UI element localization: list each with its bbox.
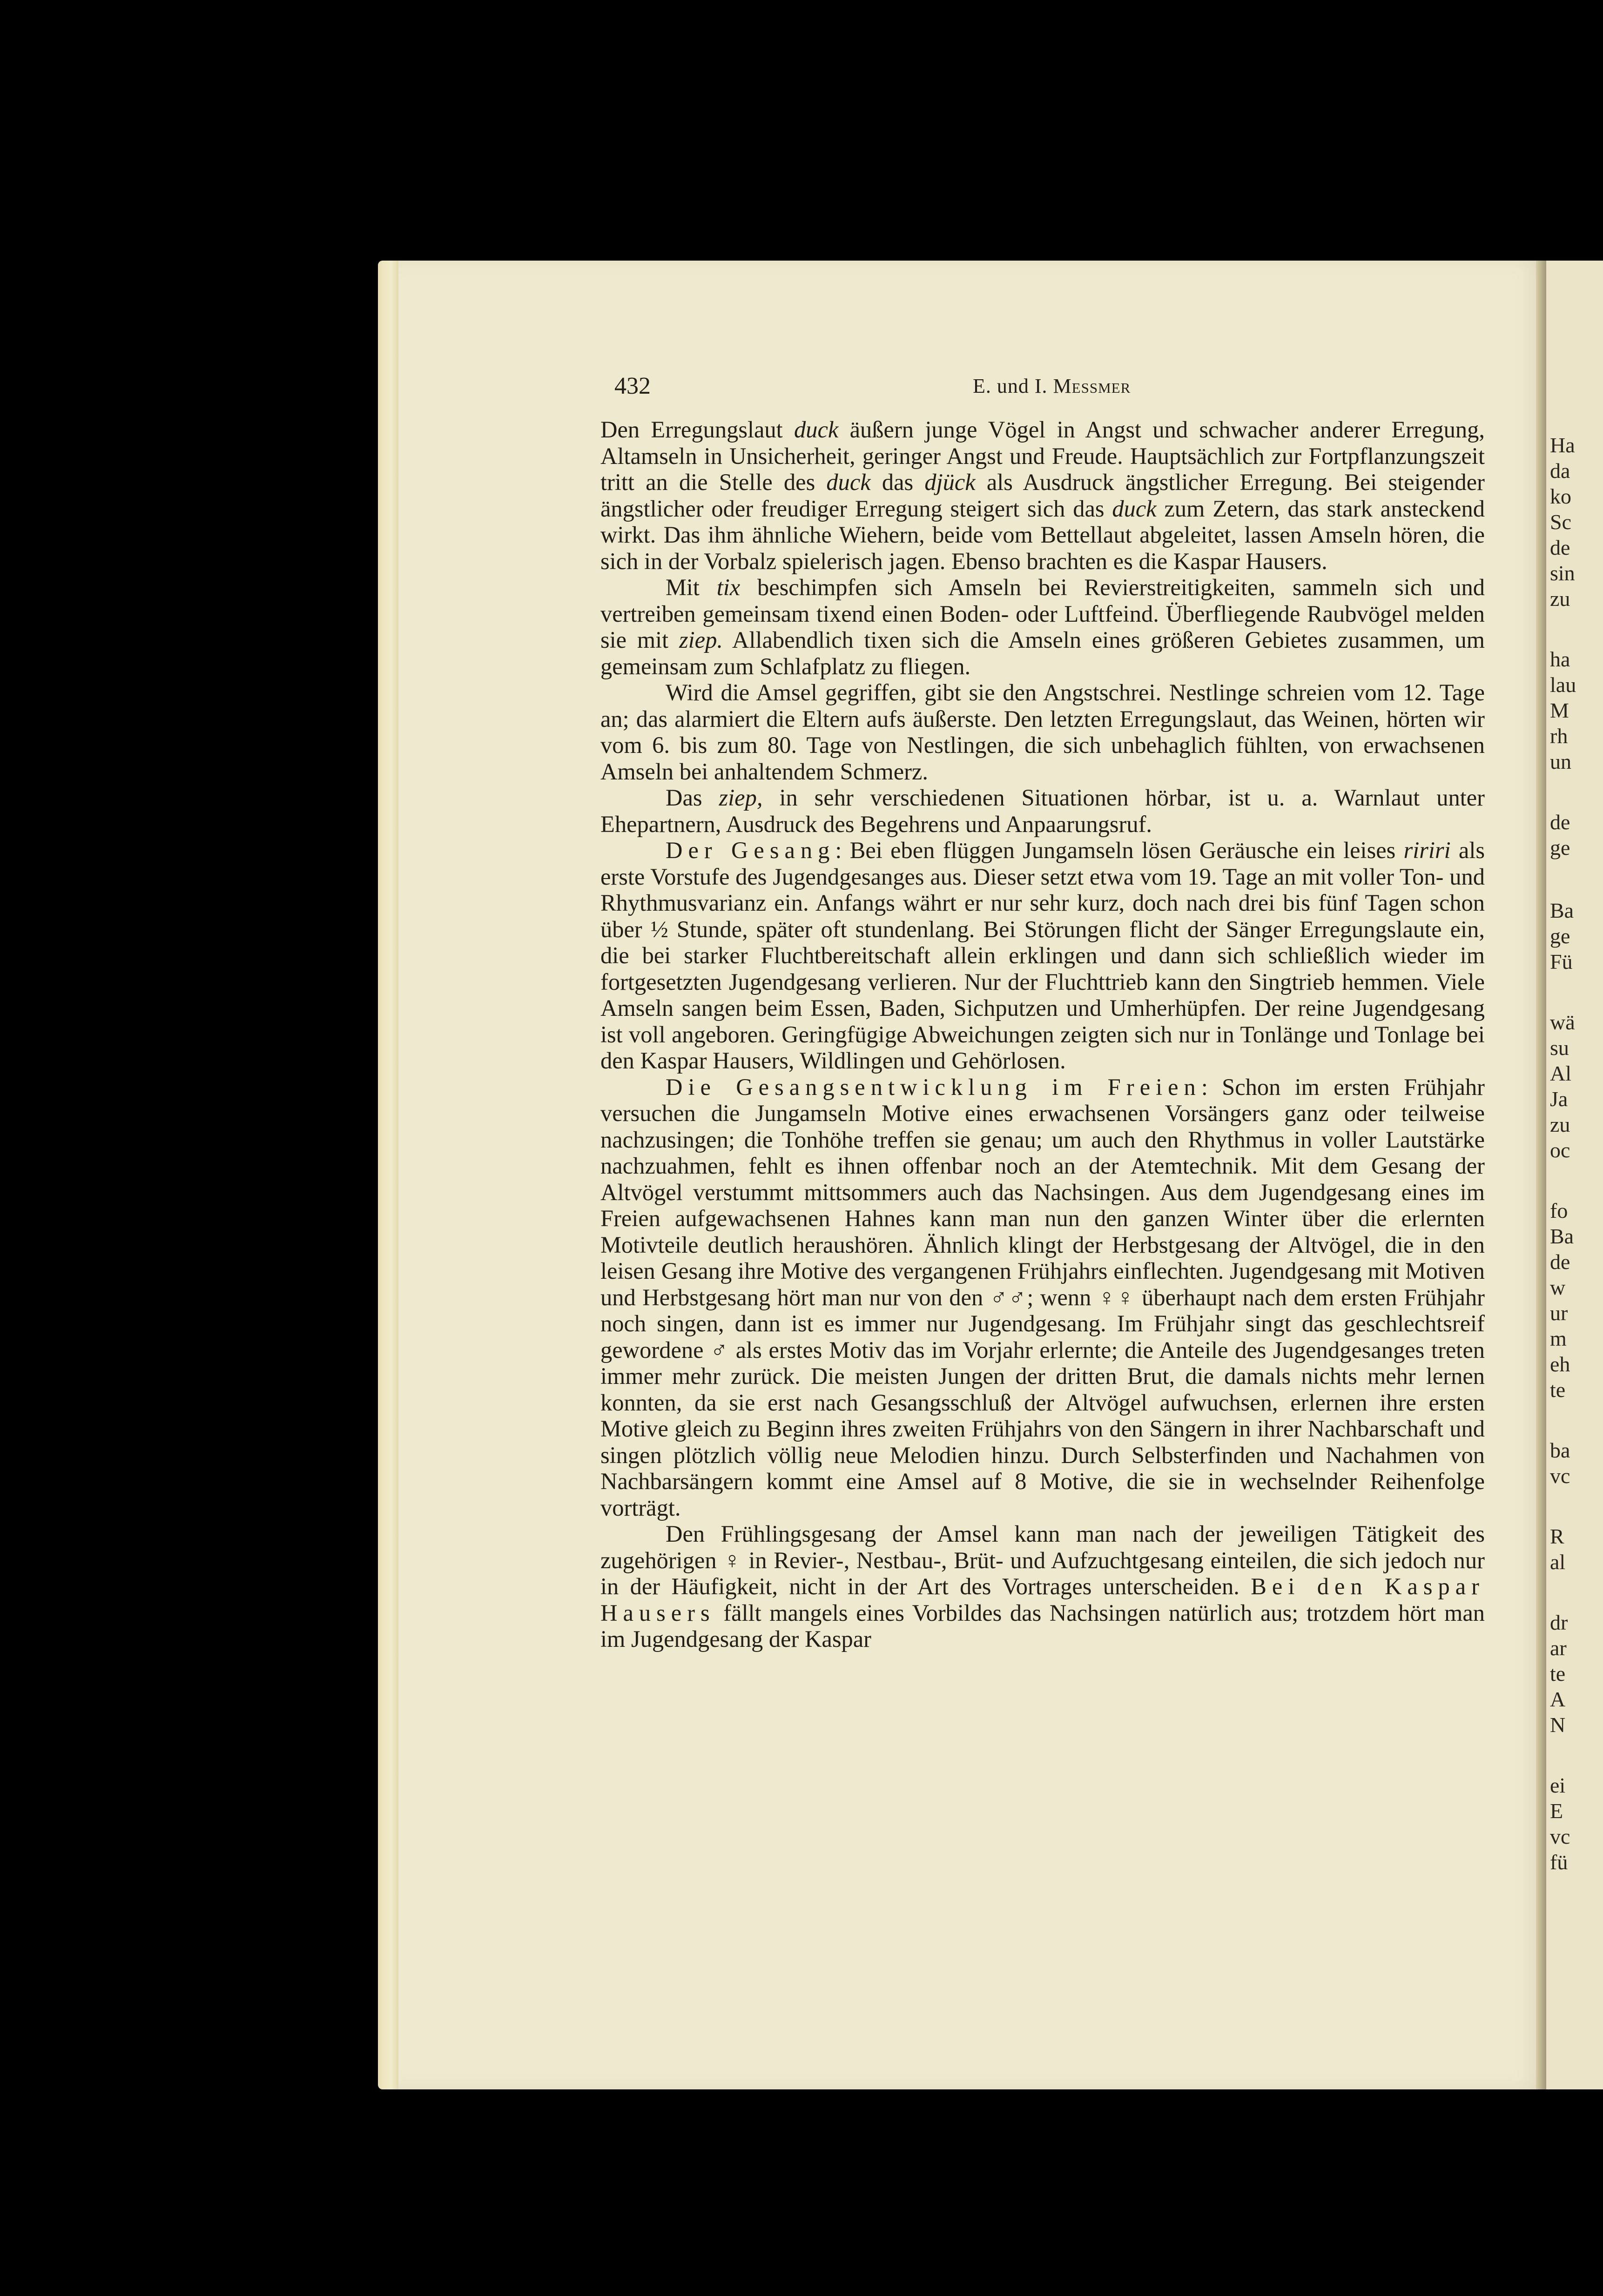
facing-page-fragment: un — [1550, 750, 1571, 773]
text-run: Den Frühlingsgesang der Amsel kann man nach der jeweiligen Tätigkeit des zugehörigen ♀ in Revier-, Nestbau-, Brüt- und Aufzuchtgesang einteilen, die sich jedoch nur in der Häufigkeit, nicht in der Art des Vortrages unterscheiden. — [600, 1521, 1485, 1599]
facing-page-fragment: te — [1550, 1662, 1566, 1685]
facing-page-fragment: al — [1550, 1550, 1566, 1574]
facing-page-fragment: ha — [1550, 647, 1570, 671]
facing-page-fragment: de — [1550, 810, 1570, 834]
text-run: in sehr verschiedenen Situationen hörbar, ist u. a. Warnlaut unter Ehepartnern, Ausdruck des Begehrens und Anpaarungsruf. — [600, 785, 1485, 837]
facing-page-fragment: N — [1550, 1713, 1566, 1737]
facing-page-fragment: zu — [1550, 587, 1570, 611]
facing-page-fragment: Ba — [1550, 899, 1574, 922]
facing-page-fragment: A — [1550, 1687, 1566, 1711]
text-run: Das — [666, 785, 719, 811]
text-run: äußern junge Vögel in Angst und schwacher anderer Erregung, Altamseln in Unsicherheit, geringer Angst und Freude. Hauptsächlich zur Fortpflanzungszeit tritt an die Stelle des — [600, 416, 1485, 495]
paragraph — [600, 416, 1485, 574]
text-run: Wird die Amsel gegriffen, gibt sie den Angstschrei. Nestlinge schreien vom 12. Tage an; das alarmiert die Eltern aufs äußerste. Den letzten Erregungslaut, das Weinen, hörten wir vom 6. bis zum 80. Tage von Nestlingen, die sich unbehaglich fühlten, von erwachsenen Amseln bei anhaltendem Schmerz. — [600, 679, 1485, 785]
paragraph — [600, 574, 1485, 679]
text-run: das — [870, 469, 925, 495]
paragraph — [600, 1074, 1485, 1521]
facing-page-fragment: su — [1550, 1036, 1569, 1060]
text-run: als erste Vorstufe des Jugendgesanges aus. Dieser setzt etwa vom 19. Tage an mit voller Ton- und Rhythmusvarianz ein. Anfangs währt er nur sehr kurz, doch nach drei bis fünf Tagen schon über ½ Stunde, später oft stundenlang. Bei Störungen flicht der Sänger Erregungslaute ein, die bei starker Fluchtbereitschaft allein erklingen und dann sich schließlich wieder im fortgesetzten Jugendgesang verlieren. Nur der Fluchttrieb kann den Singtrieb hemmen. Viele Amseln sangen beim Essen, Baden, Sichputzen und Umherhüpfen. Der reine Jugendgesang ist voll angeboren. Geringfügige Abweichungen zeigten sich nur in Tonlänge und Tonlage bei den Kaspar Hausers, Wildlingen und Gehörlosen. — [600, 837, 1485, 1074]
facing-page-fragment: fü — [1550, 1850, 1568, 1874]
facing-page-fragment: Al — [1550, 1061, 1571, 1085]
italic-term: djück — [924, 469, 976, 495]
facing-page-fragment: fo — [1550, 1199, 1568, 1222]
spaced-heading: Bei den Kaspar Hausers — [600, 1573, 1485, 1626]
page-edges — [378, 261, 400, 2089]
facing-page-fragment: Sc — [1550, 510, 1571, 534]
italic-term: ziep, — [719, 785, 763, 811]
facing-page-fragment: wä — [1550, 1010, 1575, 1034]
italic-term: ziep. — [679, 627, 723, 653]
text-run: Mit — [666, 574, 717, 600]
page-number: 432 — [614, 373, 651, 399]
facing-page-fragment: ar — [1550, 1636, 1567, 1660]
spaced-heading: Die Gesangsentwicklung im Freien — [666, 1074, 1201, 1100]
italic-term: duck — [1112, 495, 1157, 522]
facing-page-fragment: w — [1550, 1276, 1566, 1299]
facing-page-fragment: Ba — [1550, 1224, 1574, 1248]
facing-page-fragment: ei — [1550, 1773, 1566, 1797]
running-head — [973, 374, 1131, 398]
italic-term: duck — [826, 469, 871, 495]
text-run: Allabendlich tixen sich die Amseln eines größeren Gebietes zusammen, um gemeinsam zum Schlafplatz zu fliegen. — [600, 627, 1485, 679]
spaced-heading: Der Gesang — [666, 837, 835, 863]
facing-page-fragment: M — [1550, 698, 1569, 722]
facing-page-fragment: da — [1550, 459, 1570, 483]
facing-page-fragment: eh — [1550, 1352, 1570, 1376]
facing-page-fragment: oc — [1550, 1138, 1570, 1162]
page-header — [614, 372, 1499, 400]
facing-page-fragment: vc — [1550, 1825, 1570, 1848]
facing-page — [1546, 261, 1603, 2089]
facing-page-fragment: Ja — [1550, 1087, 1568, 1111]
facing-page-fragment: R — [1550, 1524, 1564, 1548]
body-text — [600, 416, 1485, 1652]
paragraph — [600, 837, 1485, 1074]
facing-page-fragment: ge — [1550, 924, 1570, 948]
facing-page-fragment: ur — [1550, 1301, 1568, 1325]
paragraph — [600, 1521, 1485, 1652]
facing-page-fragment: lau — [1550, 673, 1576, 697]
facing-page-fragment: ko — [1550, 484, 1571, 508]
running-head-name: Messmer — [1053, 375, 1131, 397]
text-run: als Ausdruck ängstlicher Erregung. Bei steigender ängstlicher oder freudiger Erregung steigert sich das — [600, 469, 1485, 522]
facing-page-fragment: Fü — [1550, 950, 1573, 973]
italic-term: tix — [716, 574, 741, 600]
text-run: : Schon im ersten Frühjahr versuchen die Jungamseln Motive eines erwachsenen Vorsängers ganz oder teilweise nachzusingen; die Tonhöhe treffen sie genau; um auch den Rhythmus in voller Lautstärke nachzuahmen, fehlt es ihnen offenbar noch an der Atemtechnik. Mit dem Gesang der Altvögel verstummt mittsommers auch das Nachsingen. Aus dem Jugendgesang eines im Freien aufgewachsenen Hahnes kann man nun den ganzen Winter über die erlernten Motivteile deutlich heraushören. Ähnlich klingt der Herbstgesang der Altvögel, die in den leisen Gesang ihre Motive des vergangenen Frühjahrs einflechten. Jugendgesang mit Motiven und Herbstgesang hört man nur von den ♂♂; wenn ♀♀ überhaupt nach dem ersten Frühjahr noch singen, dann ist es immer nur Jugendgesang. Im Frühjahr singt das geschlechtsreif gewordene ♂ als erstes Motiv das im Vorjahr erlernte; die Anteile des Jugendgesanges treten immer mehr zurück. Die meisten Jungen der dritten Brut, die damals nichts mehr lernen konnten, da sie erst nach Gesangsschluß der Altvögel aufwuchsen, erlernen ihre ersten Motive gleich zu Beginn ihres zweiten Frühjahrs von den Sängern in ihrer Nachbarschaft und singen plötzlich völlig neue Melodien hinzu. Durch Selbsterfinden und Nachahmen von Nachbarsängern kommt eine Amsel auf 8 Motive, die sie in wechselnder Reihenfolge vorträgt. — [600, 1074, 1485, 1521]
facing-page-fragment: te — [1550, 1378, 1566, 1402]
facing-page-fragment: zu — [1550, 1113, 1570, 1136]
text-run: beschimpfen sich Amseln bei Revierstreitigkeiten, sammeln sich und vertreiben gemeinsam tixend einen Boden- oder Luftfeind. Überfliegende Raubvögel melden sie mit — [600, 574, 1485, 653]
facing-page-fragment: de — [1550, 536, 1570, 559]
facing-page-fragment: dr — [1550, 1611, 1568, 1634]
running-head-prefix: E. und I. — [973, 375, 1053, 397]
text-run: fällt mangels eines Vorbildes das Nachsingen natürlich aus; trotzdem hört man im Jugendgesang der Kaspar — [600, 1599, 1485, 1652]
facing-page-fragment: Ha — [1550, 433, 1575, 457]
paragraph — [600, 679, 1485, 785]
italic-term: ririri — [1403, 837, 1451, 863]
facing-page-fragment: de — [1550, 1250, 1570, 1274]
facing-page-fragment: sin — [1550, 561, 1575, 585]
facing-page-fragment: rh — [1550, 724, 1568, 748]
text-run: zum Zetern, das stark ansteckend wirkt. Das ihm ähnliche Wiehern, beide vom Bettellaut abgeleitet, lassen Amseln hören, die sich in der Vorbalz spielerisch jagen. Ebenso brachten es die Kaspar Hausers. — [600, 495, 1485, 574]
text-run: Den Erregungslaut — [600, 416, 794, 443]
facing-page-fragment: vc — [1550, 1464, 1570, 1488]
facing-page-fragment: ba — [1550, 1438, 1570, 1462]
italic-term: duck — [794, 416, 839, 443]
text-run: : Bei eben flüggen Jungamseln lösen Geräusche ein leises — [835, 837, 1404, 863]
paragraph — [600, 785, 1485, 837]
facing-page-fragment: m — [1550, 1327, 1567, 1350]
facing-page-fragment: ge — [1550, 836, 1570, 859]
facing-page-fragment: E — [1550, 1799, 1563, 1823]
